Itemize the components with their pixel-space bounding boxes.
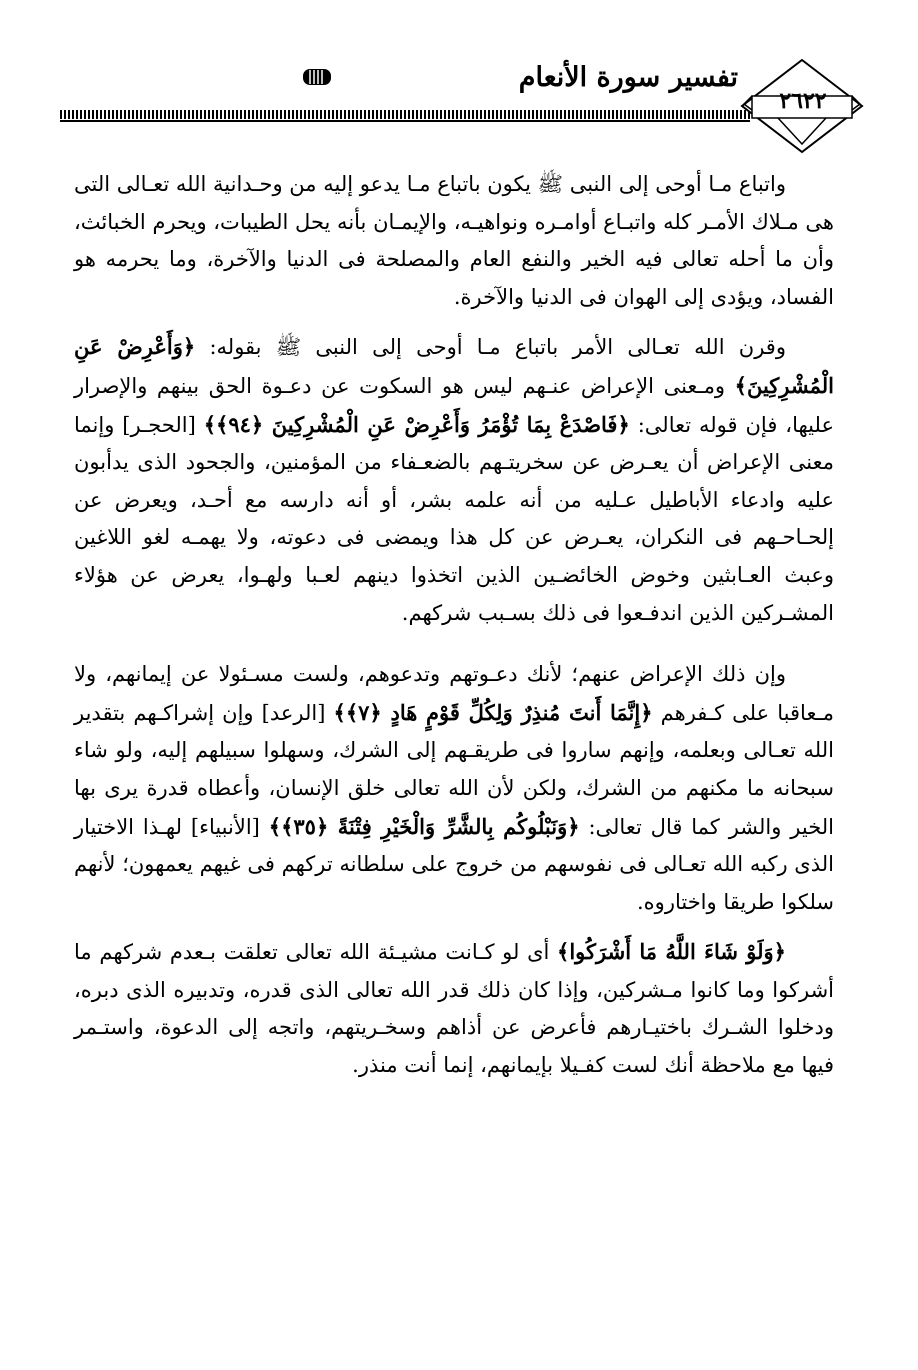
paragraph (74, 166, 834, 316)
quran-verse: ﴿فَاصْدَعْ بِمَا تُؤْمَرُ وَأَعْرِضْ عَنِ الْمُشْرِكِينَ ﴿٩٤﴾﴾ (203, 411, 630, 437)
ornament-icon (302, 66, 332, 88)
quran-verse: ﴿وَأَعْرِضْ عَنِ الْمُشْرِكِينَ﴾ (74, 334, 834, 398)
text-run: ومـعنى الإعراض عنـهم ليس هو السكوت عن دعـوة الحق بينهم والإصرار عليها، فإن قوله تعالى: (74, 373, 834, 437)
text-run: واتباع مـا أوحى إلى النبى ﷺ يكون باتباع مـا يدعو إليه من وحـدانية الله تعـالى التى هى مـلاك الأمـر كله واتبـاع أوامـره ونواهيـه، والإيمـان بأنه يحل الطيبات، ويحرم الخبائث، وأن ما أحله تعالى فيه الخير والنفع العام والمصلحة فى الدنيا والآخرة، وما يحرمه هو الفساد، ويؤدى إلى الهوان فى الدنيا والآخرة. (74, 172, 834, 309)
paragraph (74, 328, 834, 632)
text-run: وإن ذلك الإعراض عنهم؛ لأنك دعـوتهم وتدعوهم، ولست مسـئولا عن إيمانهم، ولا مـعاقبا على كـفرهم (74, 662, 834, 725)
text-run: [الرعد] وإن إشراكـهم بتقدير الله تعـالى وبعلمه، وإنهم ساروا فى طريقـهم إلى الشرك، وسهلوا سبيلهم إليه، ولو شاء سبحانه ما مكنهم من الشرك، ولكن لأن الله تعالى خلق الإنسان، وأعطاه قدرة يرى بها الخير والشر كما قال تعالى: (74, 700, 834, 839)
paragraph (74, 656, 834, 921)
header-rule (60, 110, 750, 119)
quran-verse: ﴿وَلَوْ شَاءَ اللَّهُ مَا أَشْرَكُوا﴾ (557, 939, 786, 965)
paragraph (74, 933, 834, 1084)
text-run: [الحجـر] وإنما معنى الإعراض أن يعـرض عن سخريتـهم بالضعـفاء من المؤمنين، والجحود الذى يدأبون عليه وادعاء الأباطيل عـليه من أنه علمه بشر، أو أنه دارسه مع أحـد، ويعرض عن إلحـاحـهم فى النكران، يعـرض عن كل هذا ويمضى فى دعوته، ولا يهمـه لغو اللاغين وعبث العـابثين وخوض الخائضـين الذين اتخذوا دينهم لعـبا ولهـوا، يعرض عن هؤلاء المشـركين الذين اندفـعوا فى ذلك بسـبب شركهم. (74, 412, 834, 625)
text-run: أى لو كـانت مشيـئة الله تعالى تعلقت بـعدم شركهم ما أشركوا وما كانوا مـشركين، وإذا كان ذلك قدر الله تعالى الذى قدره، وتدبيره الذى دبره، ودخلوا الشـرك باختيـارهم فأعرض عن أذاهم وسخـريتهم، واتجه إلى الدعوة، واستـمر فيها مع ملاحظة أنك لست كفـيلا بإيمانهم، إنما أنت منذر. (74, 940, 834, 1078)
running-title: تفسير سورة الأنعام (518, 62, 738, 93)
text-run: [الأنبياء] لهـذا الاختيار الذى ركبه الله تعـالى فى نفوسهم من خروج على سلطانه تركهم فى غيهم يعمهون؛ لأنهم سلكوا طريقا واختاروه. (74, 814, 834, 914)
page-body (74, 166, 834, 1085)
page-number: ٢٦٢٢ (779, 88, 827, 114)
text-run: وقرن الله تعـالى الأمر باتباع مـا أوحى إلى النبى ﷺ بقوله: (195, 335, 786, 360)
quran-verse: ﴿وَنَبْلُوكُم بِالشَّرِّ وَالْخَيْرِ فِتْنَةً ﴿٣٥﴾﴾ (268, 813, 580, 839)
quran-verse: ﴿إِنَّمَا أَنتَ مُنذِرٌ وَلِكُلِّ قَوْمٍ هَادٍ ﴿٧﴾﴾ (333, 699, 653, 725)
